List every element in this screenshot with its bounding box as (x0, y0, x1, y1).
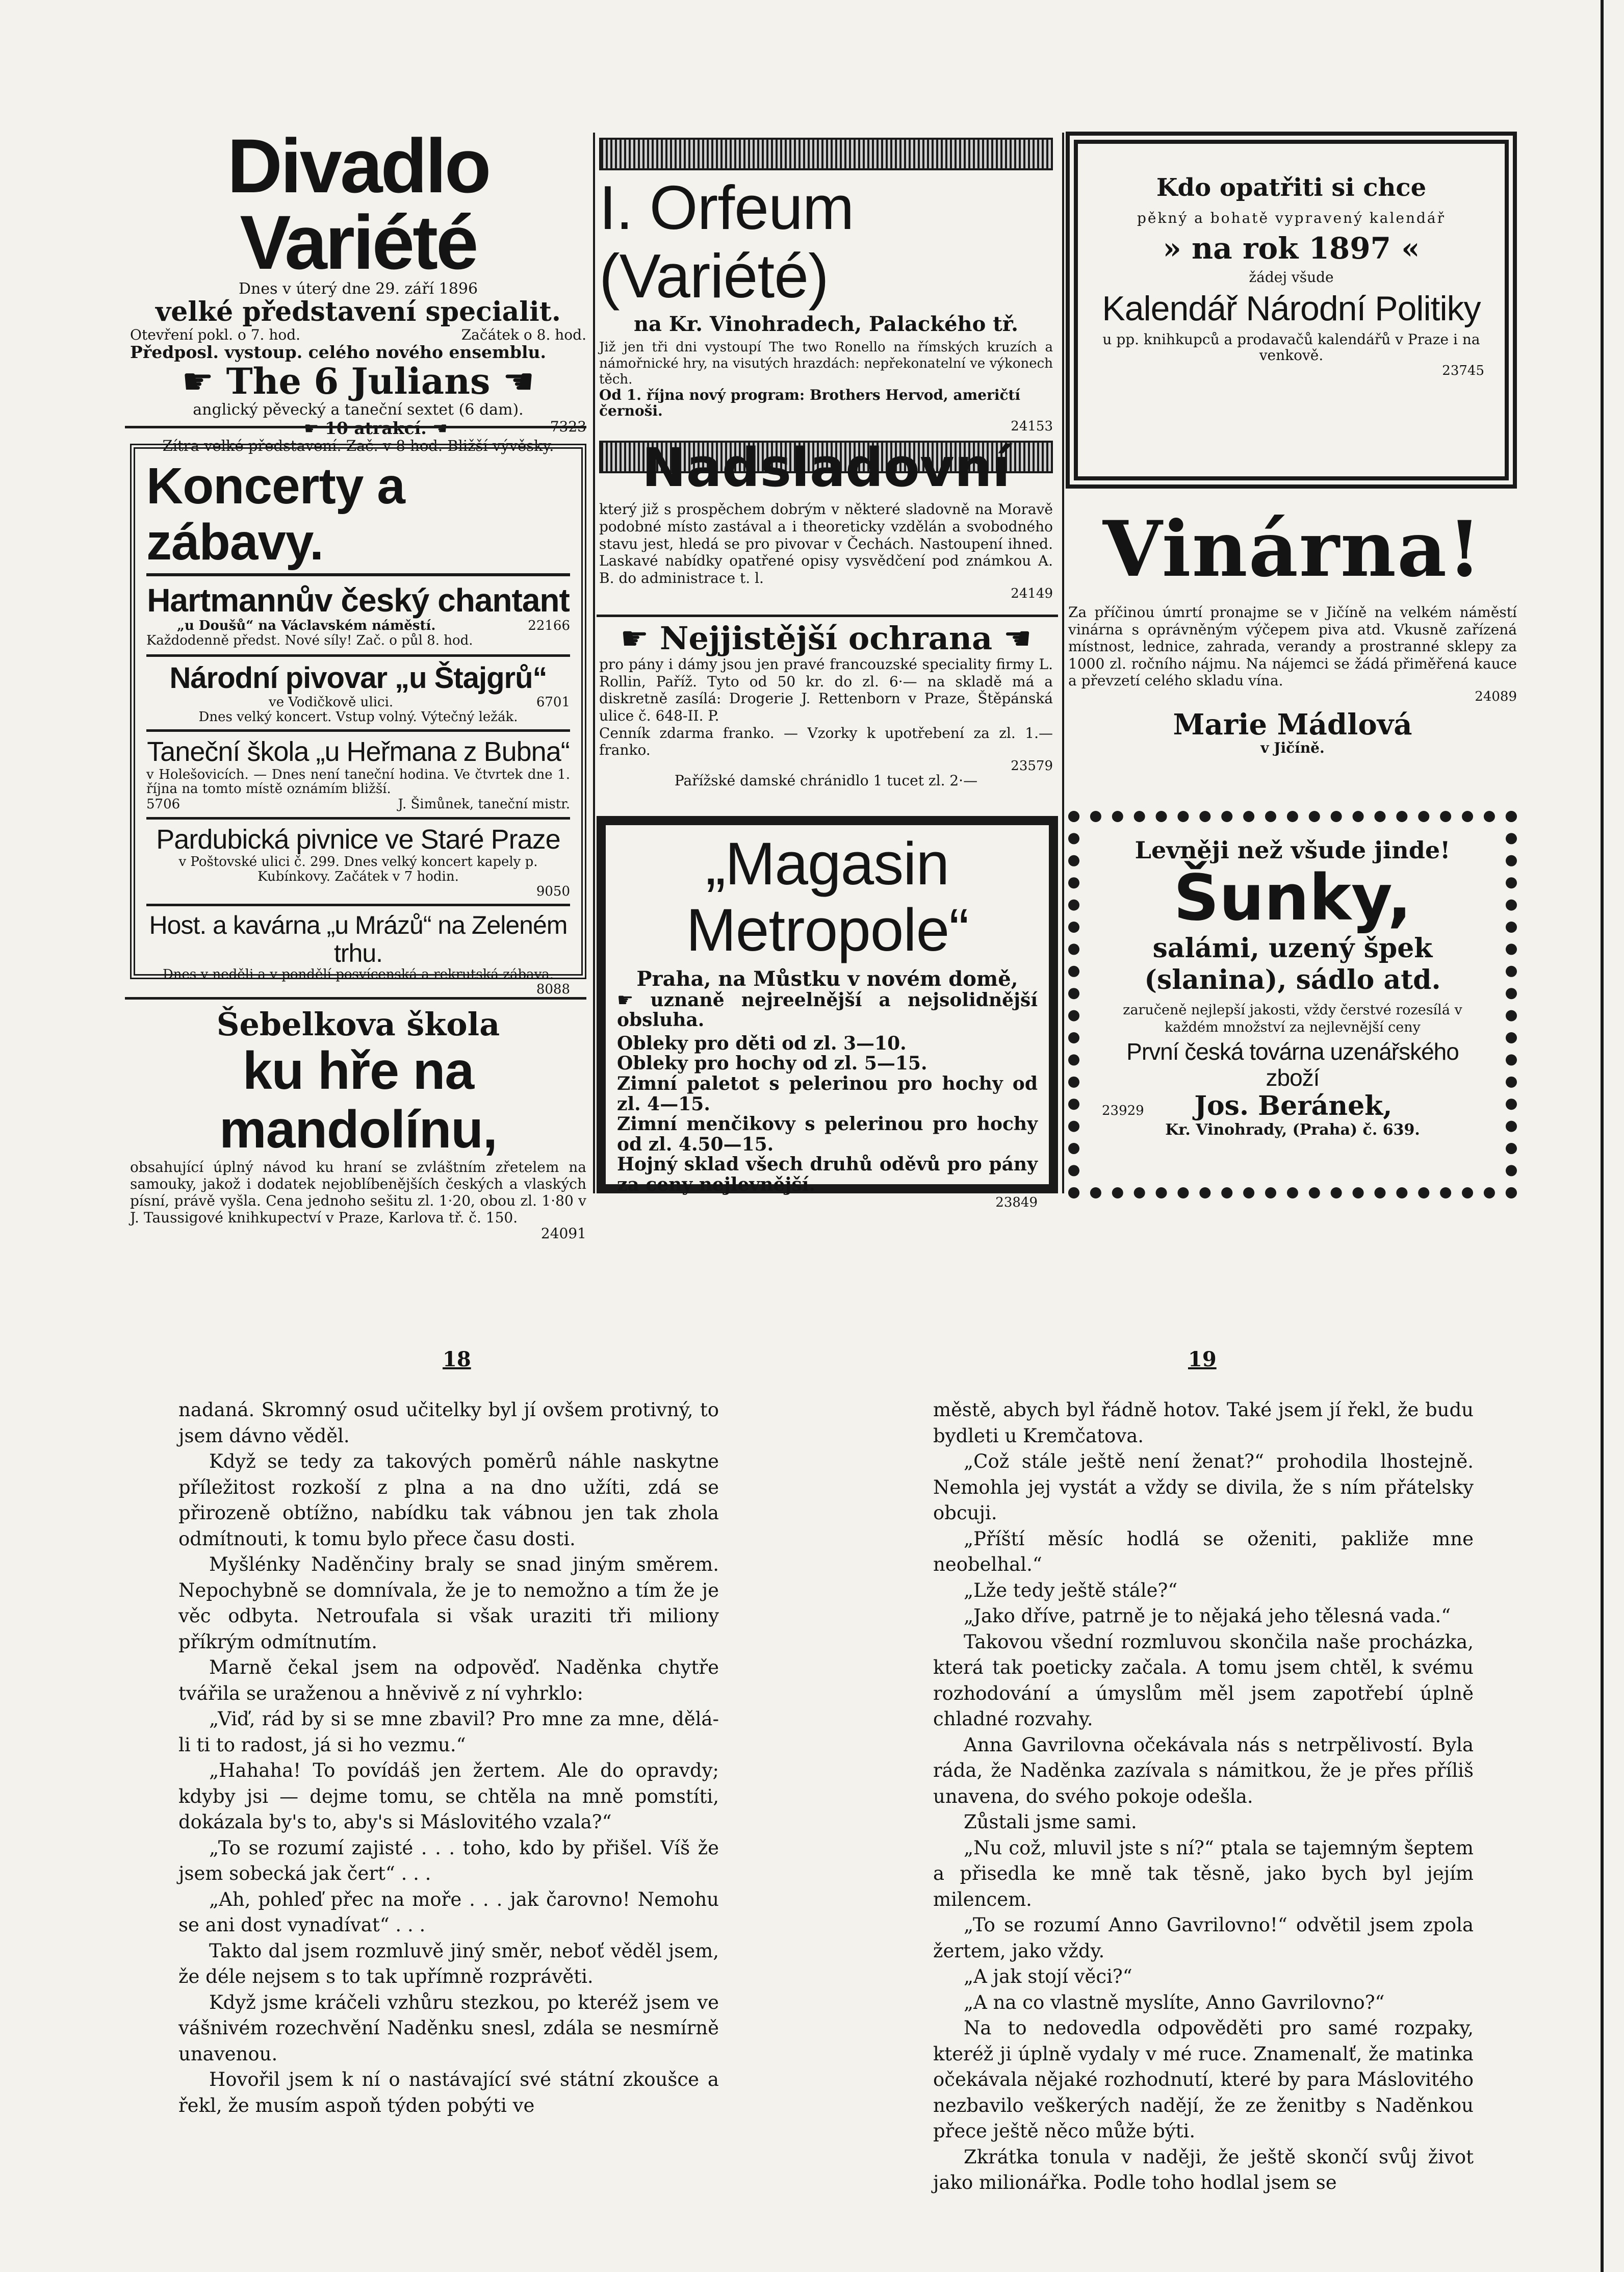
story-paragraph: „A jak stojí věci?“ (964, 1965, 1132, 1987)
story-paragraph: „A na co vlastně myslíte, Anno Gavrilovno?“ (964, 1991, 1385, 2013)
kalendar-line: žádej všude (1249, 269, 1334, 286)
sunky-line: zaručeně nejlepší jakosti, vždy čerstvé rozesílá v každém množství za nejlevnější ceny (1123, 1002, 1462, 1035)
nadsladovni-title: Nadsladovní (641, 437, 1011, 499)
story-paragraph: Zkrátka tonula v naději, že ještě skončí svůj život jako milionářka. Podle toho hodlal jsem se (933, 2146, 1474, 2193)
story-paragraph: Myšlénky Naděnčiny braly se snad jiným směrem. Nepochybně se domnívala, že je to nemožno a tím že je věc odbyta. Netroufala si však uraziti tři miliony příkrým odmítnutím. (178, 1553, 719, 1653)
divadlo-open-left: Otevření pokl. o 7. hod. (130, 326, 301, 344)
divadlo-attractions: 10 atrakcí. (324, 418, 427, 439)
koncerty-item-line: ve Vodičkově ulici. (269, 694, 394, 710)
metropole-tagline: uznaně nejreelnější a nejsolidnější obsluha. (617, 989, 1038, 1031)
ornament-left-icon: » (1163, 231, 1181, 266)
orfeum-subtitle: na Kr. Vinohradech, Palackého tř. (633, 312, 1019, 337)
divadlo-presale: Předposl. vystoup. celého nového ensemblu. (130, 342, 547, 363)
divadlo-headline: velké představení specialit. (156, 296, 561, 327)
story-paragraph: Anna Gavrilovna očekávala nás s netrpělivostí. Byla ráda, že Naděnka zazívala s námitkou, že je přes příliš unavena, do svého pokoje odešla. (933, 1733, 1474, 1807)
ad-sunky (1068, 811, 1517, 1198)
orfeum-title: I. Orfeum (Variété) (599, 173, 854, 311)
sunky-line: První česká továrna uzenářského zboží (1126, 1038, 1459, 1091)
divadlo-tomorrow: Zítra velké představení. Zač. v 8 hod. Bližší vývěsky. (162, 437, 554, 455)
koncerty-item-line: Dnes velký koncert. Vstup volný. Výtečný ležák. (198, 709, 518, 725)
divadlo-ref: 7323 (550, 418, 586, 436)
nadsladovni-ref: 24149 (1011, 586, 1053, 602)
story-paragraph: „Hahaha! To povídáš jen žertem. Ale do opravdy; kdyby jsi — dejme tomu, se chtěla na mně pomstíti, dokázala by's to, aby's si Máslovitého vzala?“ (178, 1759, 719, 1833)
koncerty-item-line: v Holešovicích. — Dnes není taneční hodina. Ve čtvrtek dne 1. října na tomto místě oznámím bližší. (146, 767, 570, 797)
ochrana-footer: Pařížské damské chránidlo 1 tucet zl. 2·— (674, 772, 978, 789)
orfeum-ref: 24153 (1011, 418, 1053, 434)
sebelkova-ref: 24091 (540, 1225, 586, 1242)
ochrana-ref: 23579 (1011, 758, 1053, 774)
story-paragraph: „Ah, pohleď přec na moře . . . jak čarovno! Nemohu se ani dost vynadívat“ . . . (178, 1888, 719, 1936)
divadlo-open-right: Začátek o 8. hod. (461, 326, 586, 344)
koncerty-item (146, 576, 570, 657)
koncerty-item-ref: 5706 (146, 796, 181, 812)
page-number-left: 18 (443, 1347, 471, 1371)
koncerty-item-ref: 22166 (528, 618, 570, 634)
koncerty-item-line: „u Doušů“ na Václavském náměstí. (177, 618, 436, 634)
vinarna-body: Za příčinou úmrtí pronajme se v Jičíně na velkém náměstí vinárna s oprávněným výčepem piva atd. Vkusně zařízená místnost, lednice, zahrada, verandy a prostranné sklepy za 1000 zl. ročního nájmu. Na nájemci se žádá přiměřená kauce a převzetí celého skladu vína. (1068, 604, 1517, 690)
kalendar-ref: 23745 (1442, 363, 1484, 378)
story-paragraph: nadaná. Skromný osud učitelky byl jí ovšem protivný, to jsem dávno věděl. (178, 1399, 719, 1447)
ad-sebelkova-skola (130, 1007, 586, 1242)
metropole-item: Obleky pro hochy od zl. 5—15. (617, 1053, 927, 1075)
divadlo-act-desc: anglický pěvecký a taneční sextet (6 dam). (193, 401, 524, 419)
column-rule (1062, 133, 1064, 1193)
metropole-item: Zimní paletot s pelerinou pro hochy od zl. 4—15. (617, 1073, 1038, 1115)
koncerty-item-name: Host. a kavárna „u Mrázů“ na Zeleném trhu. (149, 911, 568, 968)
divadlo-act: The 6 Julians (226, 360, 491, 403)
koncerty-item-line: v Poštovské ulici č. 299. Dnes velký koncert kapely p. Kubínkovy. Začátek v 7 hodin. (178, 854, 538, 884)
story-paragraph: Takto dal jsem rozmluvě jiný směr, neboť věděl jsem, že déle nejsem s to tak upřímně rozprávěti. (178, 1939, 719, 1987)
koncerty-item-name: Hartmannův český chantant (147, 582, 570, 619)
koncerty-item-name: Národní pivovar „u Štajgrů“ (169, 661, 547, 695)
koncerty-item (146, 657, 570, 732)
sunky-line: salámi, uzený špek (slanina), sádlo atd. (1144, 932, 1441, 996)
pointing-hand-icon: ☛ (620, 620, 649, 657)
story-paragraph: Marně čekal jsem na odpověď. Naděnka chytře tvářila se uraženou a hněvivě z ní vyhrklo: (178, 1656, 719, 1704)
koncerty-item (146, 906, 570, 1002)
divadlo-title: Divadlo Variété (227, 123, 489, 285)
sunky-name: Jos. Beránek, (1194, 1090, 1393, 1122)
ochrana-body: pro pány i dámy jsou jen pravé francouzské speciality firmy L. Rollin, Paříž. Tyto od 50 kr. do zl. 6·— na skladě má a diskretně zasílá: Drogerie J. Rettenborn v Praze, Štěpánská ulice č. 648-II. P. (599, 656, 1053, 724)
sebelkova-title: Šebelkova škola (216, 1006, 500, 1043)
sebelkova-body: obsahující úplný návod ku hraní se zvláštním zřetelem na samouky, jakož i dodatek nejoblíbenějších českých a vlaských písní, právě vyšla. Cena jednoho sešitu zl. 1·20, obou zl. 1·80 v J. Taussigové knihkupectví v Praze, Karlova tř. č. 150. (130, 1158, 586, 1227)
story-paragraph: „Což stále ještě není ženat?“ prohodila lhostejně. Nemohla jej vystát a vždy se divila, že s ním přátelsky obcuji. (933, 1450, 1474, 1524)
vinarna-ref: 24089 (1475, 688, 1517, 704)
ad-divadlo-variete (130, 123, 586, 455)
vinarna-place: v Jičíně. (1260, 739, 1325, 757)
pointing-hand-icon: ☛ (182, 361, 214, 403)
story-paragraph: „Viď, rád by si se mne zbavil? Pro mne za mne, dělá-li ti to radost, já si ho vezmu.“ (178, 1708, 719, 1756)
pointing-hand-icon: ☛ (617, 989, 651, 1011)
orfeum-body: Již jen tři dni vystoupí The two Ronello na římských kruzích a námořnické hry, na visutých hrazdách: nepřekonatelní ve výkonech těch. (599, 340, 1053, 387)
metropole-title: „Magasin Metropole“ (686, 830, 969, 964)
ad-koncerty-a-zabavy (130, 444, 586, 997)
story-paragraph: „Lže tedy ještě stále?“ (964, 1579, 1178, 1601)
page-number-right: 19 (1188, 1347, 1217, 1371)
metropole-item: Obleky pro děti od zl. 3—10. (617, 1032, 907, 1054)
koncerty-item (146, 732, 570, 820)
story-paragraph: Když jsme kráčeli vzhůru stezkou, po kteréž jsem ve vášnivém rozechvění Naděnku snesl, zdála se nesmírně unavenou. (178, 1991, 719, 2065)
pointing-hand-icon: ☚ (1003, 620, 1032, 657)
ad-magasin-metropole (597, 816, 1058, 1210)
ad-nadsladovni (599, 439, 1053, 601)
ad-ochrana (599, 621, 1053, 789)
metropole-footer: Hojný sklad všech druhů oděvů pro pány za ceny nejlevnější. (617, 1154, 1038, 1195)
story-column-right (933, 1397, 1474, 2196)
kalendar-line: pěkný a bohatě vypravený kalendář (1137, 209, 1446, 226)
story-paragraph: Zůstali jsme sami. (964, 1811, 1137, 1833)
koncerty-item-name: Pardubická pivnice ve Staré Praze (156, 824, 560, 855)
story-paragraph: městě, abych byl řádně hotov. Také jsem jí řekl, že budu bydleti u Kremčatova. (933, 1399, 1474, 1447)
koncerty-item-name: Taneční škola „u Heřmana z Bubna“ (147, 736, 570, 768)
story-paragraph: „Příští měsíc hodlá se oženiti, pakliže mne neobelhal.“ (933, 1527, 1474, 1575)
story-paragraph: „To se rozumí zajisté . . . toho, kdo by přišel. Víš že jsem sobecká jak čert“ . . . (178, 1836, 719, 1884)
metropole-item: Zimní menčikovy s pelerinou pro hochy od zl. 4.50—15. (617, 1113, 1038, 1155)
pointing-hand-icon: ☚ (502, 361, 535, 403)
metropole-address: Praha, na Můstku v novém domě, (636, 966, 1018, 991)
ad-vinarna (1068, 504, 1517, 757)
sunky-ref: 23929 (1102, 1103, 1144, 1119)
koncerty-item (146, 820, 570, 906)
story-paragraph: Takovou všední rozmluvou skončila naše procházka, která tak poeticky začala. A tomu jsem chtěl, k svému rozhodování a úmyslům měl jsem zapotřebí úplně chladné rozvahy. (933, 1630, 1474, 1730)
story-paragraph: „Nu což, mluvil jste s ní?“ ptala se tajemným šeptem a přisedla ke mně tak těsně, jako bych byl jejím milencem. (933, 1836, 1474, 1910)
sunky-line: Šunky, (1173, 861, 1412, 935)
ornament-banner (599, 138, 1053, 170)
koncerty-item-ref: 6701 (536, 694, 570, 710)
metropole-ref: 23849 (995, 1194, 1038, 1210)
ad-orfeum (599, 138, 1053, 473)
koncerty-item-line: Dnes v neděli a v pondělí posvícenská a rekrutská zábava. (162, 967, 554, 983)
story-paragraph: „To se rozumí Anno Gavrilovno!“ odvětil jsem zpola žertem, jako vždy. (933, 1914, 1474, 1962)
sunky-line: Levněji než všude jinde! (1135, 836, 1451, 864)
story-paragraph: „Jako dříve, patrně je to nějaká jeho tělesná vada.“ (964, 1605, 1451, 1627)
divadlo-date: Dnes v úterý dne 29. září 1896 (238, 280, 478, 298)
ochrana-title: Nejjistější ochrana (659, 620, 993, 657)
story-paragraph: Když se tedy za takových poměrů náhle naskytne příležitost rozkoší z plna a na dno užíti, zdá se přirozeně obtížno, nabídku tak vábnou jen tak zhola odmítnouti, k tomu bylo přece času dosti. (178, 1450, 719, 1550)
orfeum-program: Od 1. října nový program: Brothers Hervod, američtí černoši. (599, 386, 1021, 419)
sunky-address: Kr. Vinohrady, (Praha) č. 639. (1165, 1121, 1420, 1139)
story-paragraph: Na to nedovedla odpověděti pro samé rozpaky, kteréž ji úplně vydaly v mé ruce. Znamenalť, že matinka očekávala nějaké rozhodnutí, které by para Máslovitého nezbavilo veškerých nadějí, že ze ženitby s Naděnkou přece ještě něco může býti. (933, 2017, 1474, 2142)
koncerty-title: Koncerty a zábavy. (146, 458, 570, 576)
kalendar-line: na rok 1897 (1192, 231, 1391, 266)
divider (125, 997, 586, 1000)
ad-kalendar (1066, 132, 1517, 489)
sebelkova-subtitle: ku hře na mandolínu, (219, 1041, 497, 1159)
divider (125, 426, 586, 428)
page-edge-shadow (1601, 0, 1604, 2272)
koncerty-item-ref: 8088 (536, 981, 570, 997)
pointing-hand-icon: ☚ (426, 418, 448, 439)
koncerty-item-ref: 9050 (536, 883, 570, 899)
pointing-hand-icon: ☛ (303, 418, 325, 439)
vinarna-title: Vinárna! (1102, 504, 1483, 594)
koncerty-item-line: Každodenně předst. Nové síly! Zač. o půl 8. hod. (146, 633, 473, 649)
story-paragraph: Hovořil jsem k ní o nastávající své státní zkoušce a řekl, že musím aspoň týden pobýti ve (178, 2069, 719, 2116)
nadsladovni-body: který již s prospěchem dobrým v některé sladovně na Moravě podobné místo zastával a i theoreticky vzdělán a svobodného stavu jest, hledá se pro pivovar v Čechách. Nastoupení ihned. Laskavé nabídky opatřené opisy vysvědčení pod známkou A. B. do administrace t. l. (599, 501, 1053, 586)
koncerty-item-line: J. Šimůnek, taneční mistr. (398, 796, 570, 812)
ochrana-price: Cenník zdarma franko. — Vzorky k upotřebení za zl. 1.— franko. (599, 724, 1053, 759)
vinarna-name: Marie Mádlová (1173, 707, 1412, 742)
kalendar-line: u pp. knihkupců a prodavačů kalendářů v Praze i na venkově. (1102, 330, 1480, 364)
kalendar-line: Kdo opatřiti si chce (1156, 173, 1427, 202)
story-column-left (178, 1397, 719, 2118)
column-rule (593, 133, 595, 1193)
ornament-right-icon: « (1401, 231, 1420, 266)
divider (597, 615, 1058, 617)
kalendar-line: Kalendář Národní Politiky (1102, 289, 1481, 328)
